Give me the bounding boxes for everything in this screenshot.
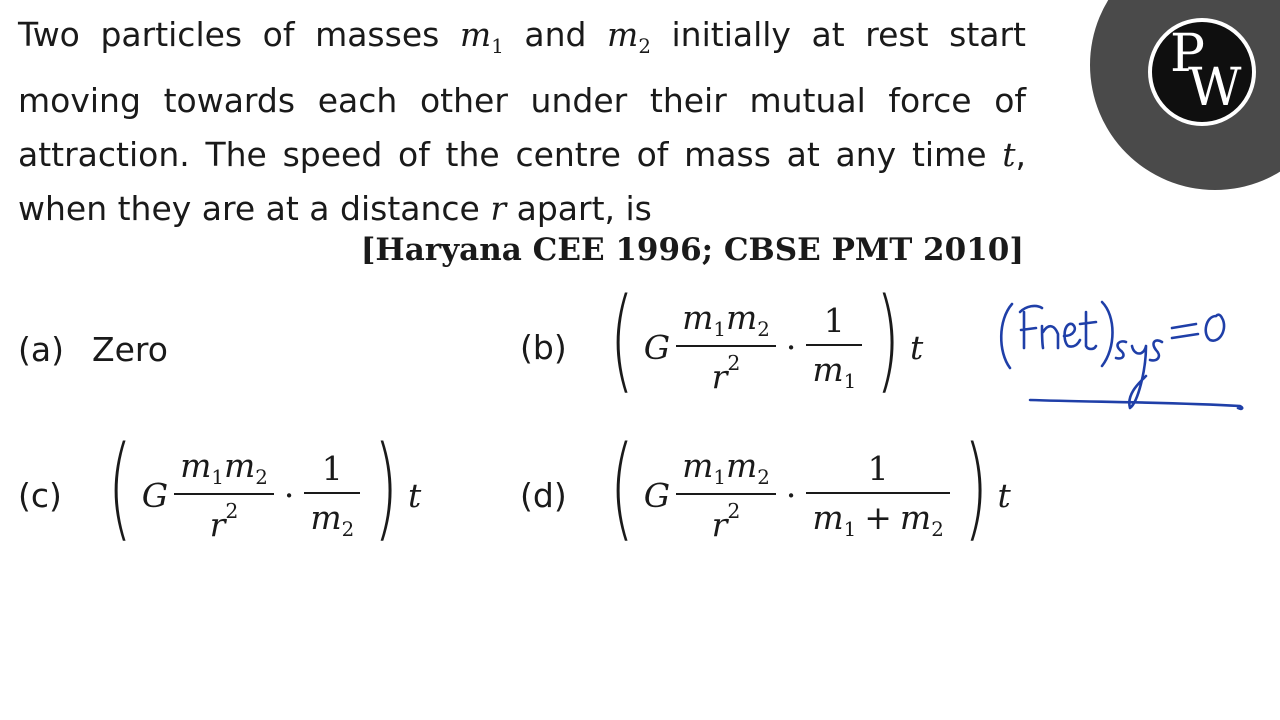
option-c[interactable] bbox=[18, 423, 422, 554]
option-d[interactable] bbox=[520, 423, 1011, 554]
option-a-text: Zero bbox=[92, 330, 168, 369]
option-c-formula: ( G $\frac{m_1m_2}{r^2}$ · $\frac{1}{m_2}$ ) t bbox=[107, 423, 422, 554]
handwritten-annotation bbox=[990, 290, 1250, 420]
question-line-3: attraction. The speed of the centre of mass at any time t, bbox=[18, 134, 1026, 174]
option-d-formula: ( G $\frac{m_1m_2}{r^2}$ · $\frac{1}{m_1 + m_2}$ ) t bbox=[609, 423, 1011, 554]
option-a[interactable] bbox=[18, 330, 168, 369]
option-b-label: (b) bbox=[520, 327, 567, 367]
question-text bbox=[18, 8, 1026, 236]
question-line-2: moving towards each other under their mutual force of bbox=[18, 80, 1026, 120]
exam-source: [Haryana CEE 1996; CBSE PMT 2010] bbox=[360, 232, 1024, 268]
pw-logo-letters: P W bbox=[1170, 24, 1242, 118]
option-b[interactable] bbox=[520, 275, 924, 406]
option-d-label: (d) bbox=[520, 475, 567, 515]
question-line-1: Two particles of masses $m_1$ and $m_2$ initially at rest start bbox=[18, 15, 1026, 58]
option-c-label: (c) bbox=[18, 475, 62, 515]
option-a-label: (a) bbox=[18, 330, 64, 369]
question-line-4: when they are at a distance r apart, is bbox=[18, 188, 652, 228]
option-b-formula: ( G $\frac{m_1m_2}{r^2}$ · $\frac{1}{m_1}$ ) t bbox=[609, 275, 924, 406]
